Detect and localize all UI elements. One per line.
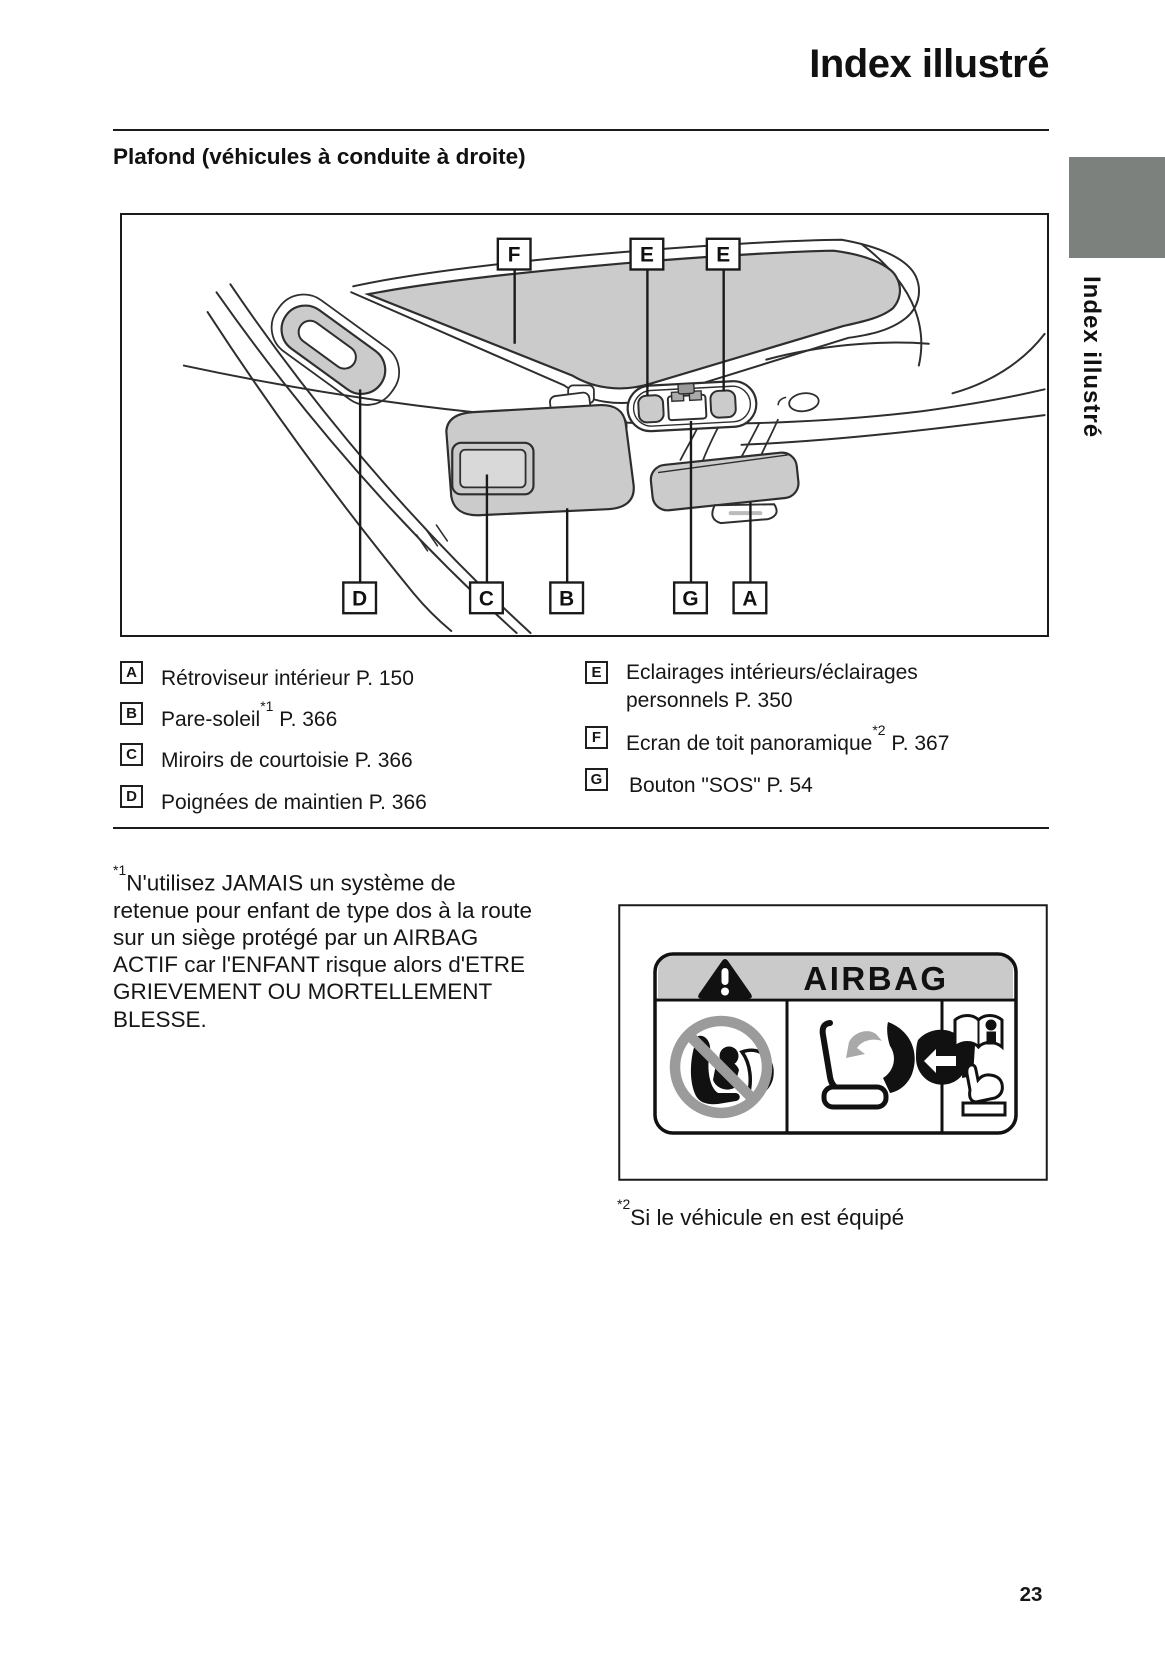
rearview-mirror xyxy=(649,451,800,512)
sos-button xyxy=(678,383,694,394)
legend-key-C: C xyxy=(120,743,143,766)
section-heading: Plafond (véhicules à conduite à droite) xyxy=(113,144,526,169)
legend-key-A: A xyxy=(120,661,143,684)
legend-item-D: D Poignées de maintien P. 366 xyxy=(120,783,427,816)
airbag-label-title: AIRBAG xyxy=(803,960,949,997)
callout-D: D xyxy=(352,587,368,611)
footnote-2: $^{*2}$Si le véhicule en est équipé xyxy=(617,1196,905,1230)
interior-light-left xyxy=(638,395,664,423)
airbag-warning-figure xyxy=(618,904,1048,1186)
callout-E2: E xyxy=(716,243,731,267)
footnote-1: $^{*1}$N'utilisez JAMAIS un système de retenue pour enfant de type dos à la route sur un siège protégé par un AIRBAG ACTIF car l'ENFANT risque alors d'ETRE GRIEVEMENT OU MORTELLEMENT BLESSE. xyxy=(113,862,533,1032)
legend-item-A: A Rétroviseur intérieur P. 150 xyxy=(120,659,414,692)
legend-divider xyxy=(113,827,1049,829)
chapter-tab-marker xyxy=(1069,157,1165,258)
roof-sensor xyxy=(788,391,820,413)
legend-item-E-line2: personnels P. 350 xyxy=(626,689,793,712)
vanity-mirror-glass xyxy=(460,450,525,488)
callout-A: A xyxy=(742,587,758,611)
legend-key-B: B xyxy=(120,702,143,725)
legend-item-F: F Ecran de toit panoramique$^{*2}$ P. 367 xyxy=(585,724,949,757)
callout-C: C xyxy=(478,587,494,611)
legend-item-E: E Eclairages intérieurs/éclairages personnels P. 350 xyxy=(585,659,918,715)
callout-G: G xyxy=(682,587,699,611)
ceiling-diagram-art xyxy=(122,215,1047,635)
page-title: Index illustré xyxy=(809,42,1049,86)
legend-key-D: D xyxy=(120,785,143,808)
callout-F: F xyxy=(507,243,521,267)
chapter-tab-label: Index illustré xyxy=(1078,276,1105,439)
callout-E1: E xyxy=(639,243,654,267)
page-number: 23 xyxy=(1019,1583,1043,1606)
legend-key-G: G xyxy=(585,768,608,791)
legend-item-G: G Bouton "SOS" P. 54 xyxy=(585,766,813,799)
legend-item-C: C Miroirs de courtoisie P. 366 xyxy=(120,741,413,774)
ceiling-diagram xyxy=(120,213,1049,637)
header-divider xyxy=(113,129,1049,131)
interior-light-right xyxy=(710,390,736,418)
legend-key-E: E xyxy=(585,661,608,684)
legend-key-F: F xyxy=(585,726,608,749)
legend-item-B: B Pare-soleil$^{*1}$ P. 366 xyxy=(120,700,337,733)
callout-B: B xyxy=(559,587,575,611)
